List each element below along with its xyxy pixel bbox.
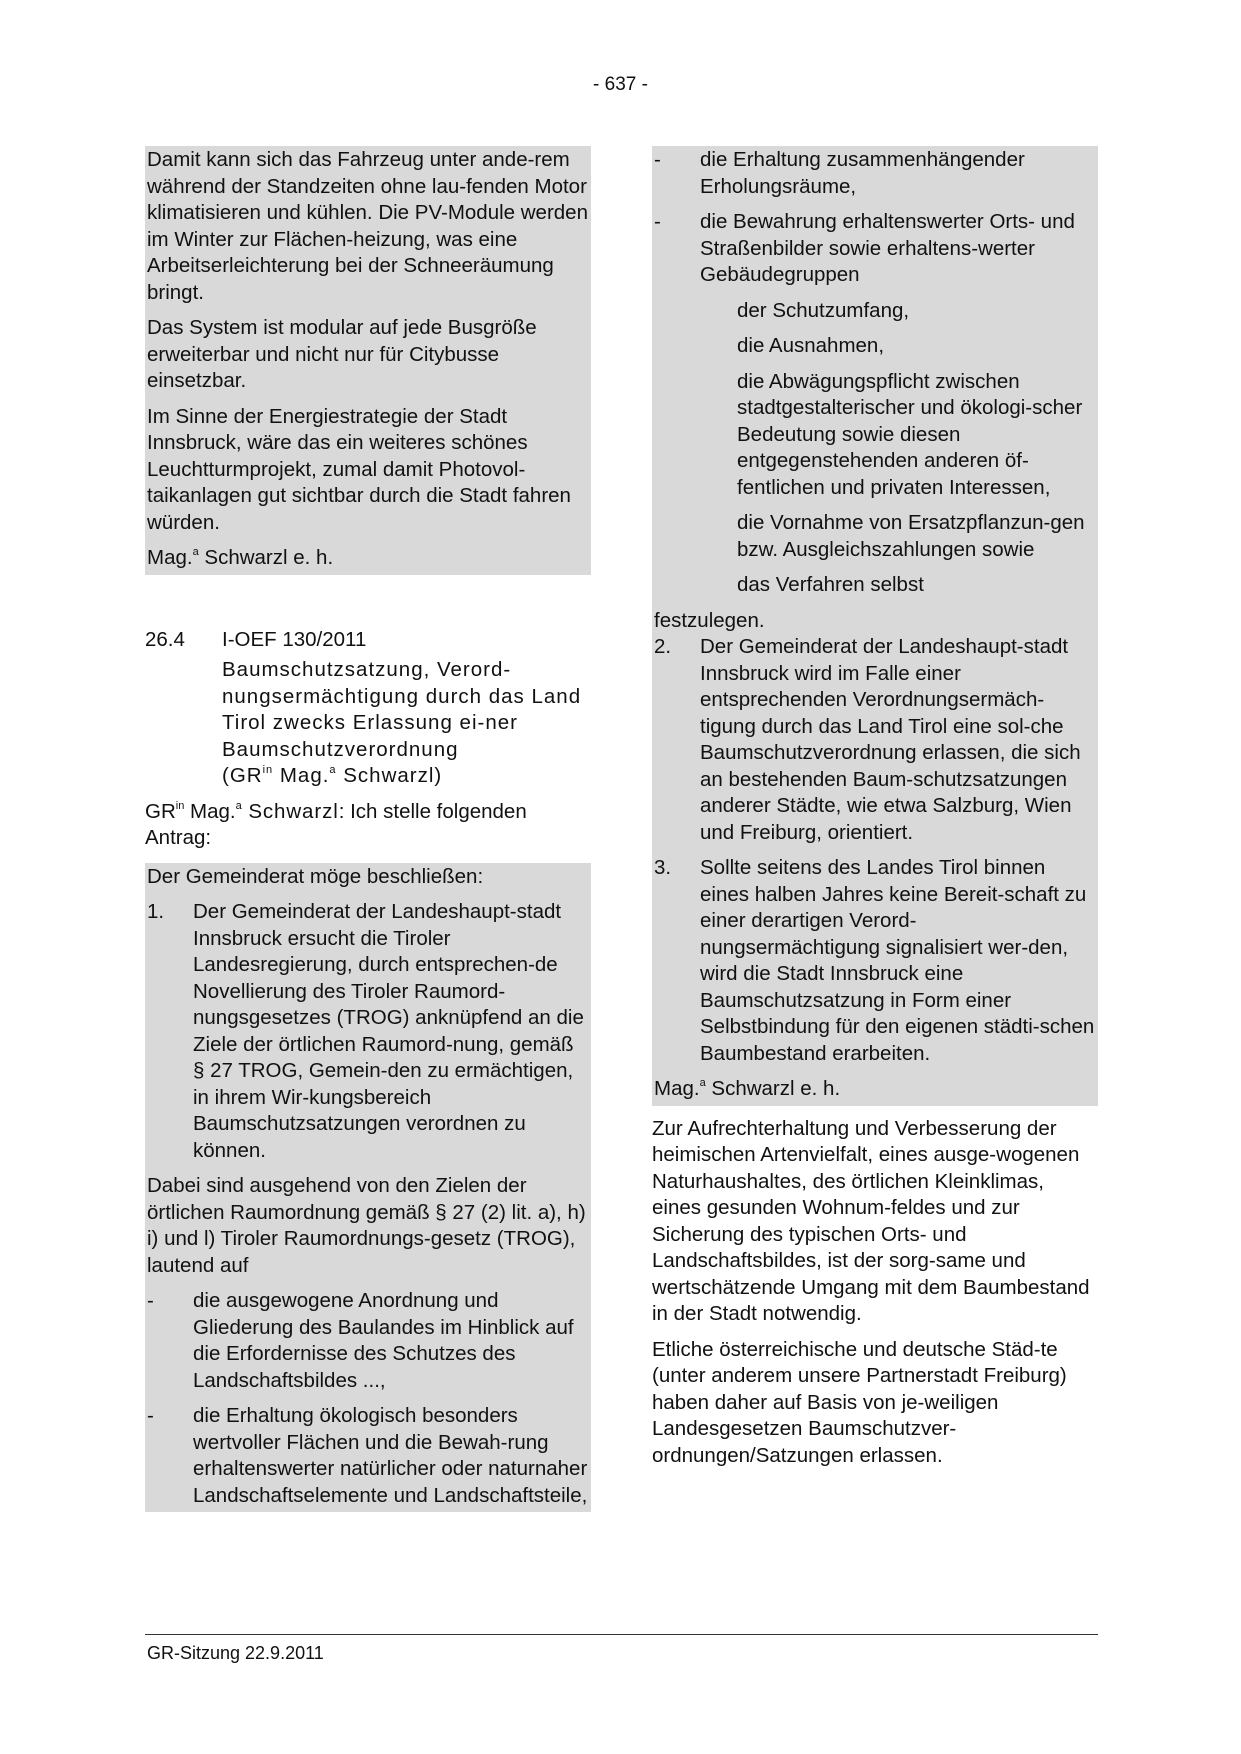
paragraph: Damit kann sich das Fahrzeug unter ande-rem während der Standzeiten ohne lau-fenden Motor klimatisieren und kühlen. Die PV-Module werden im Winter zur Flächen-heizung, was eine Arbeitserleichterung bei der Schneeräumung bringt. bbox=[147, 148, 588, 304]
motion-item-1: 1. Der Gemeinderat der Landeshaupt-stadt Innsbruck ersucht die Tiroler Landesregierung, durch entsprechen-de Novellierung des Tiroler Raumord-nungsgesetzes (TROG) anknüpfend an die Ziele der örtlichen Raumord-nung, gemäß § 27 TROG, Gemein-den zu ermächtigen, in ihrem Wir-kungsbereich Baumschutzsatzungen verordnen zu können. bbox=[147, 900, 584, 1162]
motion-item-2: 2. Der Gemeinderat der Landeshaupt-stadt Innsbruck wird im Falle einer entsprechenden Verordnungsermäch-tigung durch das Land Tirol eine sol-che Baumschutzverordnung erlassen, die sich an bestehenden Baum-schutzsatzungen anderer Städte, wie etwa Salzburg, Wien und Freiburg, orientiert. bbox=[654, 635, 1081, 844]
sub-list-item: das Verfahren selbst bbox=[737, 573, 924, 596]
reasoning-block bbox=[652, 1116, 1098, 1470]
footer-divider bbox=[145, 1634, 1098, 1635]
agenda-title: Baumschutzsatzung, Verord-nungsermächtigung durch das Land Tirol zwecks Erlassung ei-ner Baumschutzverordnung bbox=[222, 658, 582, 761]
motion-text-block bbox=[145, 863, 591, 1513]
paragraph: Im Sinne der Energiestrategie der Stadt Innsbruck, wäre das ein weiteres schönes Leuchtturmprojekt, zumal damit Photovol-taikanlagen gut sichtbar durch die Stadt fahren würden. bbox=[147, 404, 571, 534]
agenda-reference: I-OEF 130/2011 bbox=[222, 627, 367, 651]
motion-item-3: 3. Sollte seitens des Landes Tirol binnen eines halben Jahres keine Bereit-schaft zu einer derartigen Verord-nungsermächtigung signalisiert wer-den, wird die Stadt Innsbruck eine Baumschutzsatzung in Form einer Selbstbindung für den eigenen städti-schen Baumbestand erarbeiten. bbox=[654, 856, 1095, 1065]
motion-intro: $GR^{in}$ Mag.$^a$ Schwarzl: Ich stelle folgenden Antrag: bbox=[145, 799, 527, 849]
sub-list-item: die Ausnahmen, bbox=[737, 334, 885, 357]
paragraph: Dabei sind ausgehend von den Zielen der örtlichen Raumordnung gemäß § 27 (2) lit. a), h) i) und l) Tiroler Raumordnungs-gesetz (TROG), lautend auf bbox=[147, 1174, 586, 1277]
sub-list-item: die Abwägungspflicht zwischen stadtgestalterischer und ökologi-scher Bedeutung sowie diesen entgegenstehenden anderen öf-fentlichen und privaten Interessen, bbox=[737, 369, 1083, 499]
motion-lead: Der Gemeinderat möge beschließen: bbox=[147, 864, 484, 888]
dash-list-item: - die Bewahrung erhaltenswerter Orts- und Straßenbilder sowie erhaltens-werter Gebäudegruppen bbox=[654, 210, 1075, 286]
dash-list-item: - die Erhaltung ökologisch besonders wertvoller Flächen und die Bewah-rung erhaltenswerter natürlicher oder naturnaher Landschaftselemente und Landschaftsteile, bbox=[147, 1404, 588, 1507]
signature: Mag.$^a$ Schwarzl e. h. bbox=[654, 1077, 841, 1100]
motion-background-block bbox=[145, 146, 591, 575]
dash-list-item: - die ausgewogene Anordnung und Gliederung des Baulandes im Hinblick auf die Erfordernisse des Schutzes des Landschaftsbildes ..., bbox=[147, 1289, 574, 1392]
paragraph: Das System ist modular auf jede Busgröße erweiterbar und nicht nur für Citybusse einsetzbar. bbox=[147, 316, 537, 392]
page-number: - 637 - bbox=[593, 74, 648, 95]
left-column bbox=[145, 146, 591, 1512]
sub-list-item: der Schutzumfang, bbox=[737, 298, 910, 322]
paragraph: Etliche österreichische und deutsche Städ-te (unter anderem unsere Partnerstadt Freiburg) haben daher auf Basis von je-weiligen Landesgesetzen Baumschutzver-ordnungen/Satzungen erlassen. bbox=[652, 1337, 1067, 1467]
agenda-item bbox=[145, 627, 591, 790]
motion-text-block-continued bbox=[652, 146, 1098, 1106]
dash-list-item: - die Erhaltung zusammenhängender Erholungsräume, bbox=[654, 148, 1025, 198]
paragraph: festzulegen. bbox=[654, 608, 765, 632]
right-column bbox=[652, 146, 1098, 1478]
agenda-number: 26.4 bbox=[145, 627, 185, 651]
footer: GR-Sitzung 22.9.2011 bbox=[147, 1643, 324, 1663]
paragraph: Zur Aufrechterhaltung und Verbesserung der heimischen Artenvielfalt, eines ausge-wogenen Naturhaushaltes, des örtlichen Kleinklimas, eines gesunden Wohnum-feldes und zur Sicherung des typischen Orts- und Landschaftsbildes, ist der sorg-same und wertschätzende Umgang mit dem Baumbestand in der Stadt notwendig. bbox=[652, 1116, 1090, 1325]
agenda-author: ($GR^{in}$ Mag.$^a$ Schwarzl) bbox=[222, 764, 443, 787]
signature: Mag.$^a$ Schwarzl e. h. bbox=[147, 546, 334, 569]
sub-list-item: die Vornahme von Ersatzpflanzun-gen bzw. Ausgleichszahlungen sowie bbox=[737, 511, 1085, 561]
